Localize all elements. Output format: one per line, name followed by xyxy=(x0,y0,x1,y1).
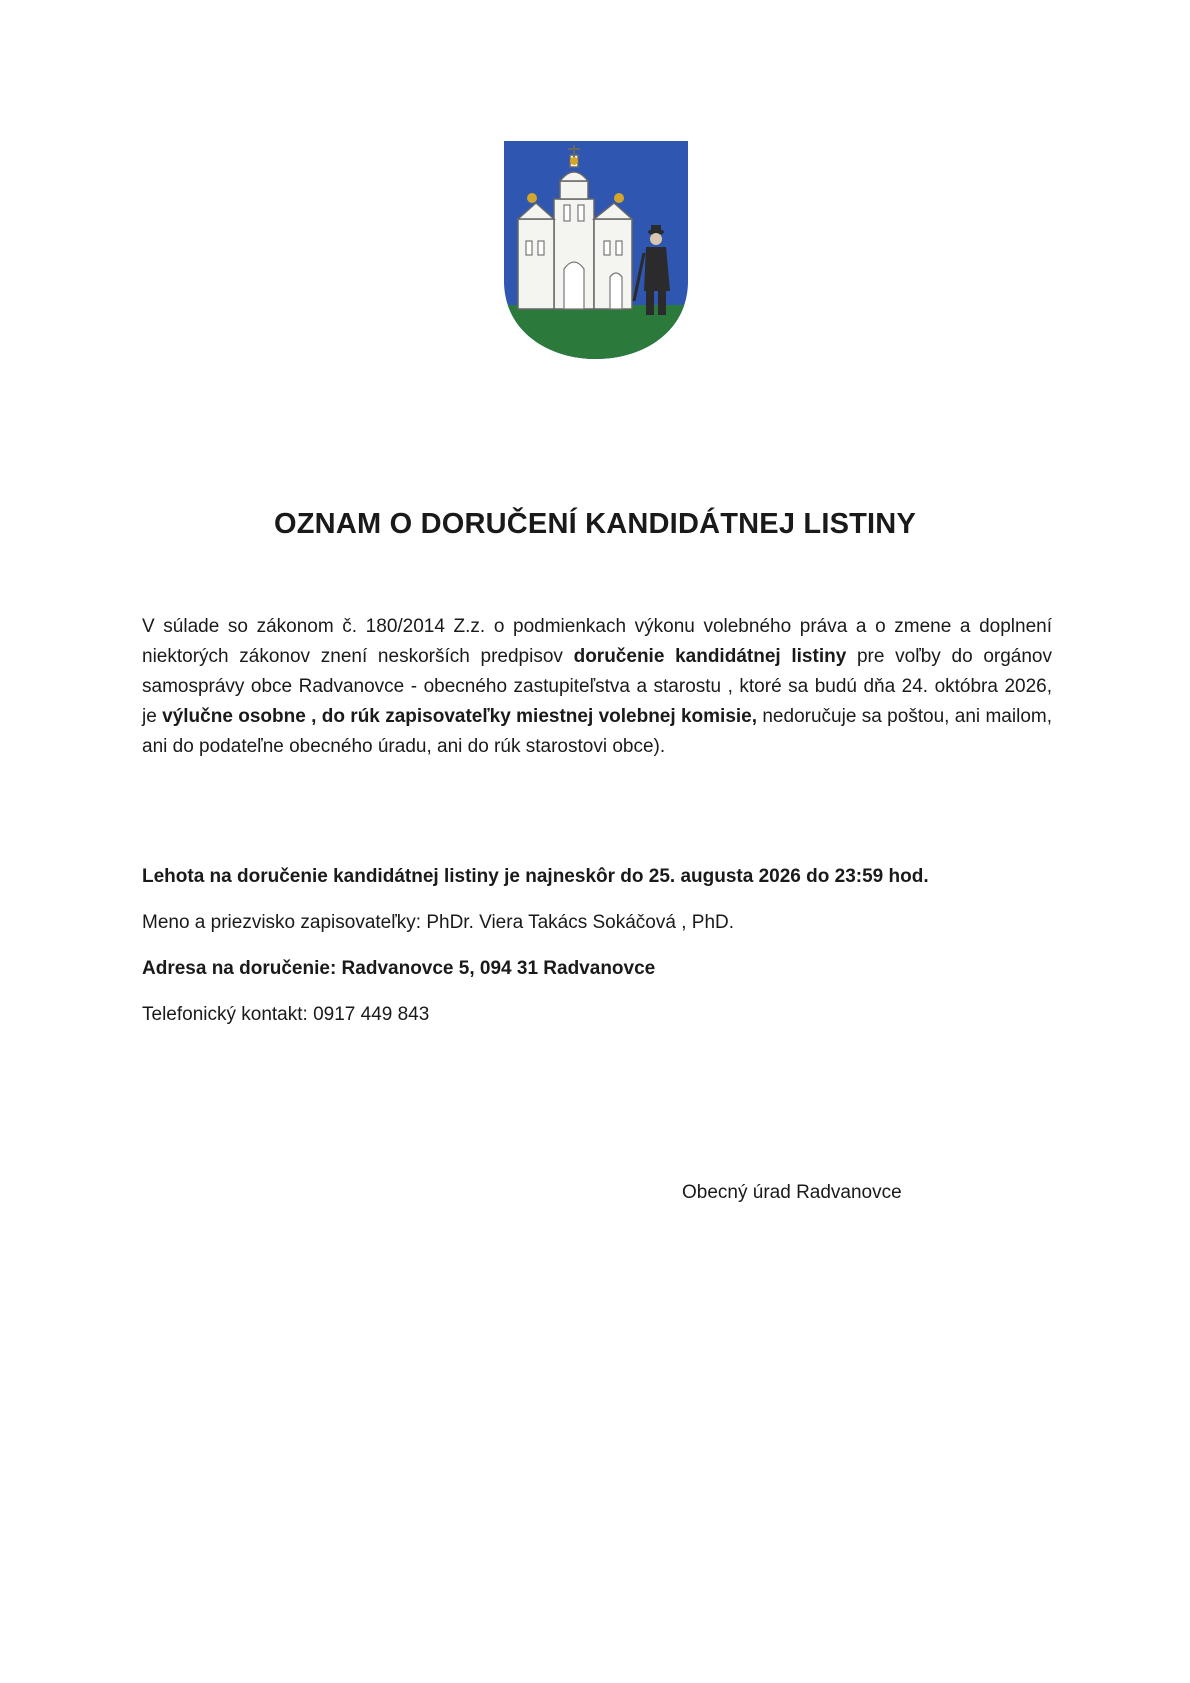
intro-paragraph xyxy=(142,612,1052,762)
coat-of-arms-icon xyxy=(504,141,688,359)
intro-emphasis: doručenie kandidátnej listiny xyxy=(573,646,847,667)
deadline-line: Lehota na doručenie kandidátnej listiny je najneskôr do 25. augusta 2026 do 23:59 hod. xyxy=(142,866,929,887)
signature: Obecný úrad Radvanovce xyxy=(682,1182,902,1203)
intro-text: pre voľby do orgánov samosprávy obce Radvanovce - obecného zastupiteľstva a starostu , ktoré sa budú dňa 24. októbra 2026, je xyxy=(142,646,1053,727)
intro-text: nedoručuje sa poštou, ani mailom, ani do podateľne obecného úradu, ani do rúk starostovi obce). xyxy=(142,706,1052,757)
intro-emphasis: výlučne osobne , do rúk zapisovateľky miestnej volebnej komisie, xyxy=(162,706,758,727)
intro-text: V súlade so zákonom č. 180/2014 Z.z. o podmienkach výkonu volebného práva a o zmene a doplnení niektorých zákonov znení neskorších predpisov xyxy=(142,616,1052,667)
phone-line: Telefonický kontakt: 0917 449 843 xyxy=(142,1004,430,1025)
recorder-line: Meno a priezvisko zapisovateľky: PhDr. Viera Takács Sokáčová , PhD. xyxy=(142,912,735,933)
page-title: OZNAM O DORUČENÍ KANDIDÁTNEJ LISTINY xyxy=(274,508,916,540)
address-line: Adresa na doručenie: Radvanovce 5, 094 31 Radvanovce xyxy=(142,958,656,979)
